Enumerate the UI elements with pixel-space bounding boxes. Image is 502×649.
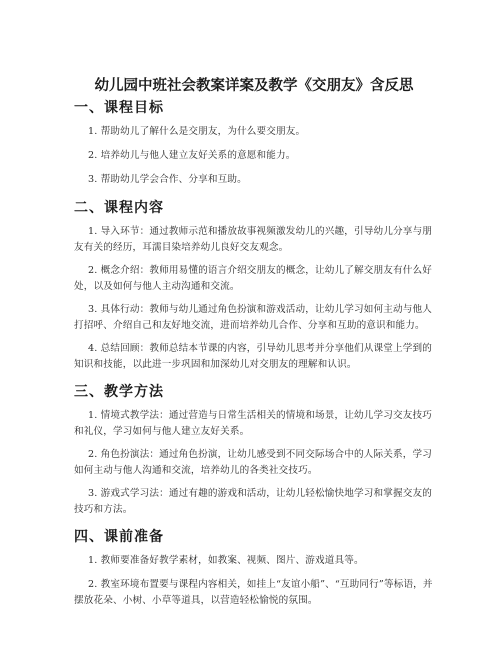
paragraph: 1. 情境式教学法：通过营造与日常生活相关的情境和场景，让幼儿学习交友技巧和礼仪，学习如何与他人建立友好关系。 xyxy=(74,410,432,437)
paragraph: 1. 教师要准备好教学素材，如教案、视频、图片、游戏道具等。 xyxy=(88,555,364,566)
paragraph: 3. 帮助幼儿学会合作、分享和互助。 xyxy=(88,174,247,185)
document-title: 幼儿园中班社会教案详案及教学《交朋友》含反思 xyxy=(94,78,414,94)
section-preparation xyxy=(74,527,436,609)
section-heading: 三、教学方法 xyxy=(74,384,164,400)
paragraph: 2. 概念介绍：教师用易懂的语言介绍交朋友的概念，让幼儿了解交朋友有什么好处，以及如何与他人主动沟通和交流。 xyxy=(74,265,432,292)
paragraph: 1. 帮助幼儿了解什么是交朋友，为什么要交朋友。 xyxy=(88,126,306,137)
section-course-goals xyxy=(74,98,436,188)
section-heading: 一、课程目标 xyxy=(74,100,164,116)
section-teaching-methods xyxy=(74,382,436,518)
section-course-content xyxy=(74,198,436,373)
paragraph: 2. 角色扮演法：通过角色扮演，让幼儿感受到不同交际场合中的人际关系，学习如何主动与他人沟通和交流，培养幼儿的各类社交技巧。 xyxy=(74,449,432,476)
section-heading: 二、课程内容 xyxy=(74,200,164,216)
paragraph: 2. 培养幼儿与他人建立友好关系的意愿和能力。 xyxy=(88,150,296,161)
paragraph: 2. 教室环境布置要与课程内容相关，如挂上“友谊小船”、“互助同行”等标语，并摆放花朵、小树、小草等道具，以营造轻松愉悦的氛围。 xyxy=(74,579,433,606)
section-heading: 四、课前准备 xyxy=(74,529,164,545)
paragraph: 3. 具体行动：教师与幼儿通过角色扮演和游戏活动，让幼儿学习如何主动与他人打招呼、介绍自己和友好地交流，进而培养幼儿合作、分享和互助的意识和能力。 xyxy=(74,304,432,331)
paragraph: 4. 总结回顾：教师总结本节课的内容，引导幼儿思考并分享他们从课堂上学到的知识和技能，以此进一步巩固和加深幼儿对交朋友的理解和认识。 xyxy=(74,343,432,370)
paragraph: 3. 游戏式学习法：通过有趣的游戏和活动，让幼儿轻松愉快地学习和掌握交友的技巧和方法。 xyxy=(74,488,432,515)
paragraph: 1. 导入环节：通过教师示范和播放故事视频激发幼儿的兴趣，引导幼儿分享与朋友有关的经历，耳濡目染培养幼儿良好交友观念。 xyxy=(74,226,432,253)
